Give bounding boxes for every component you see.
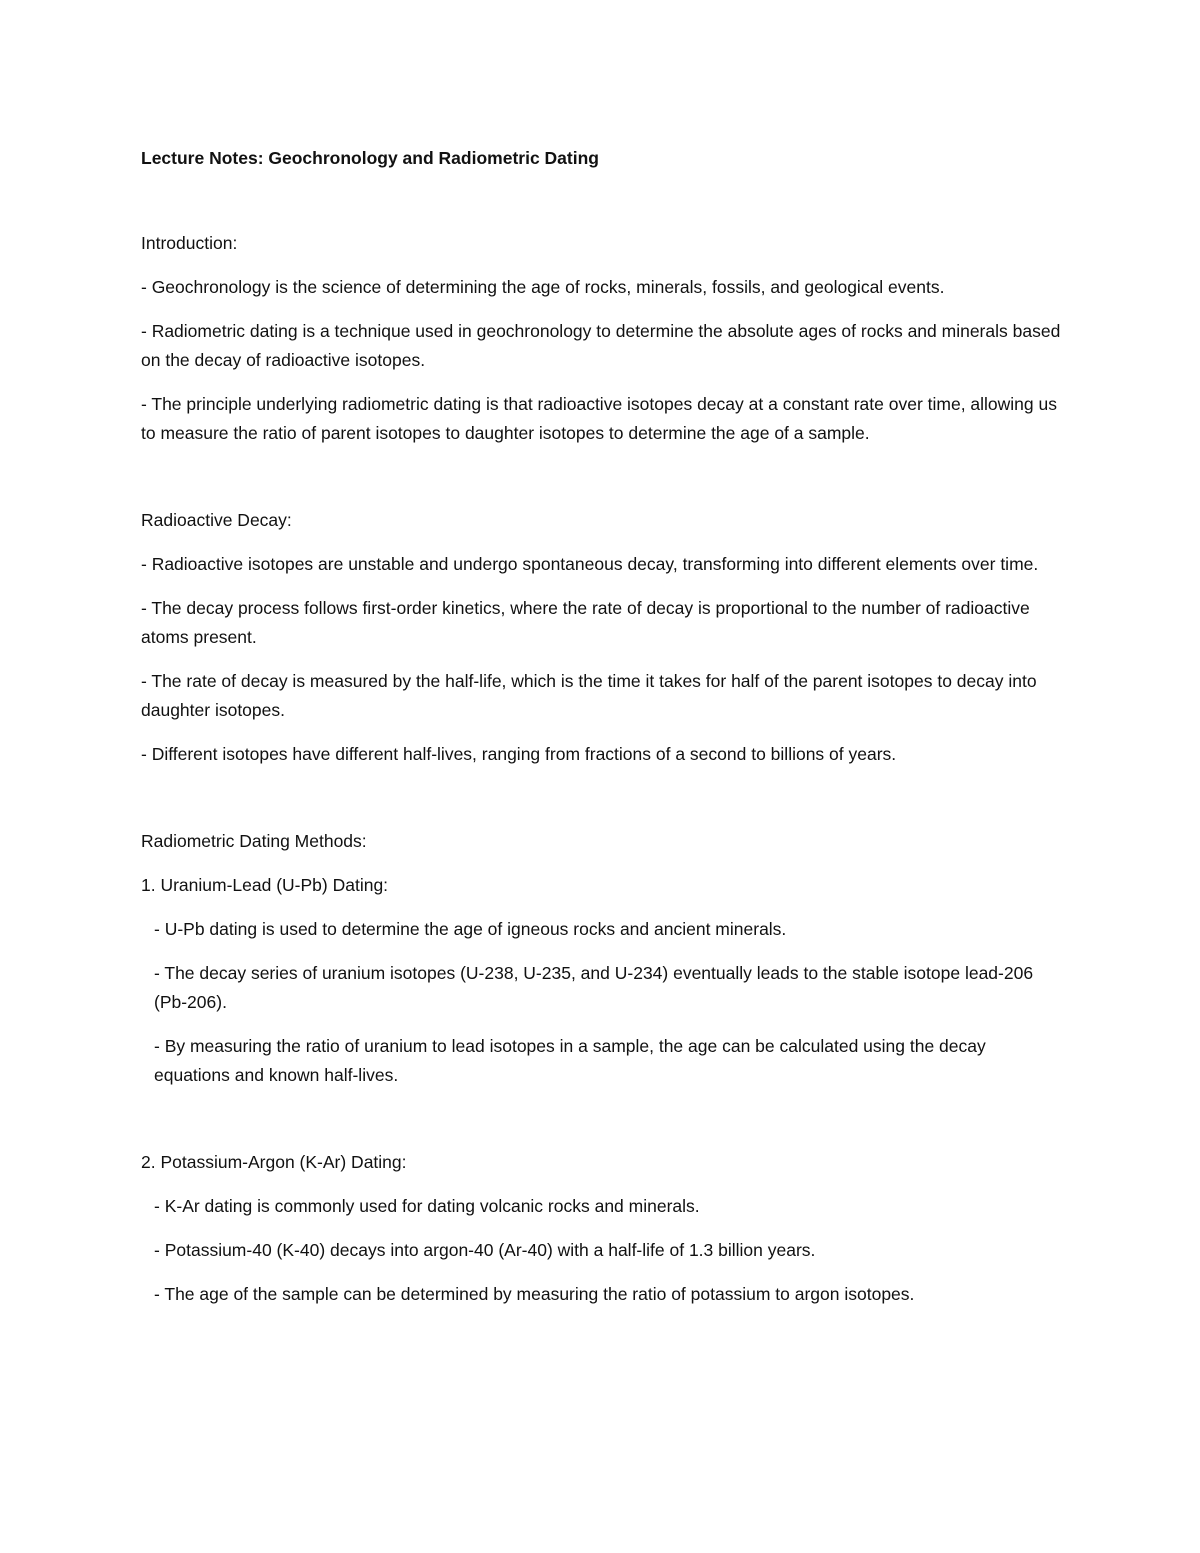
bullet-item: - The age of the sample can be determined by measuring the ratio of potassium to argon isotopes.	[154, 1284, 915, 1304]
bullet-item: - Potassium-40 (K-40) decays into argon-40 (Ar-40) with a half-life of 1.3 billion years.	[154, 1240, 816, 1260]
document-body	[141, 141, 1066, 1309]
section-heading: Radioactive Decay:	[141, 510, 292, 530]
section-heading: Radiometric Dating Methods:	[141, 831, 367, 851]
bullet-item: - Radiometric dating is a technique used in geochronology to determine the absolute ages of rocks and minerals based on the decay of radioactive isotopes.	[141, 321, 1061, 370]
method-heading: 1. Uranium-Lead (U-Pb) Dating:	[141, 875, 389, 895]
bullet-item: - The decay series of uranium isotopes (U-238, U-235, and U-234) eventually leads to the stable isotope lead-206 (Pb-206).	[154, 963, 1034, 1012]
document-title: Lecture Notes: Geochronology and Radiometric Dating	[141, 148, 599, 168]
bullet-item: - Different isotopes have different half-lives, ranging from fractions of a second to billions of years.	[141, 744, 897, 764]
bullet-item: - The rate of decay is measured by the half-life, which is the time it takes for half of the parent isotopes to decay into daughter isotopes.	[141, 671, 1037, 720]
bullet-item: - By measuring the ratio of uranium to lead isotopes in a sample, the age can be calculated using the decay equations and known half-lives.	[154, 1036, 986, 1085]
bullet-item: - The decay process follows first-order kinetics, where the rate of decay is proportional to the number of radioactive atoms present.	[141, 598, 1030, 647]
bullet-item: - Radioactive isotopes are unstable and undergo spontaneous decay, transforming into different elements over time.	[141, 554, 1039, 574]
bullet-item: - K-Ar dating is commonly used for dating volcanic rocks and minerals.	[154, 1196, 700, 1216]
section-heading: Introduction:	[141, 233, 238, 253]
bullet-item: - Geochronology is the science of determining the age of rocks, minerals, fossils, and geological events.	[141, 277, 945, 297]
section-radioactive-decay	[141, 506, 1066, 769]
section-dating-methods	[141, 827, 1066, 1090]
bullet-item: - U-Pb dating is used to determine the age of igneous rocks and ancient minerals.	[154, 919, 787, 939]
bullet-item: - The principle underlying radiometric dating is that radioactive isotopes decay at a constant rate over time, allowing us to measure the ratio of parent isotopes to daughter isotopes to determine the age of a sample.	[141, 394, 1057, 443]
section-potassium-argon	[141, 1148, 1066, 1309]
section-introduction	[141, 229, 1066, 448]
method-heading: 2. Potassium-Argon (K-Ar) Dating:	[141, 1152, 407, 1172]
